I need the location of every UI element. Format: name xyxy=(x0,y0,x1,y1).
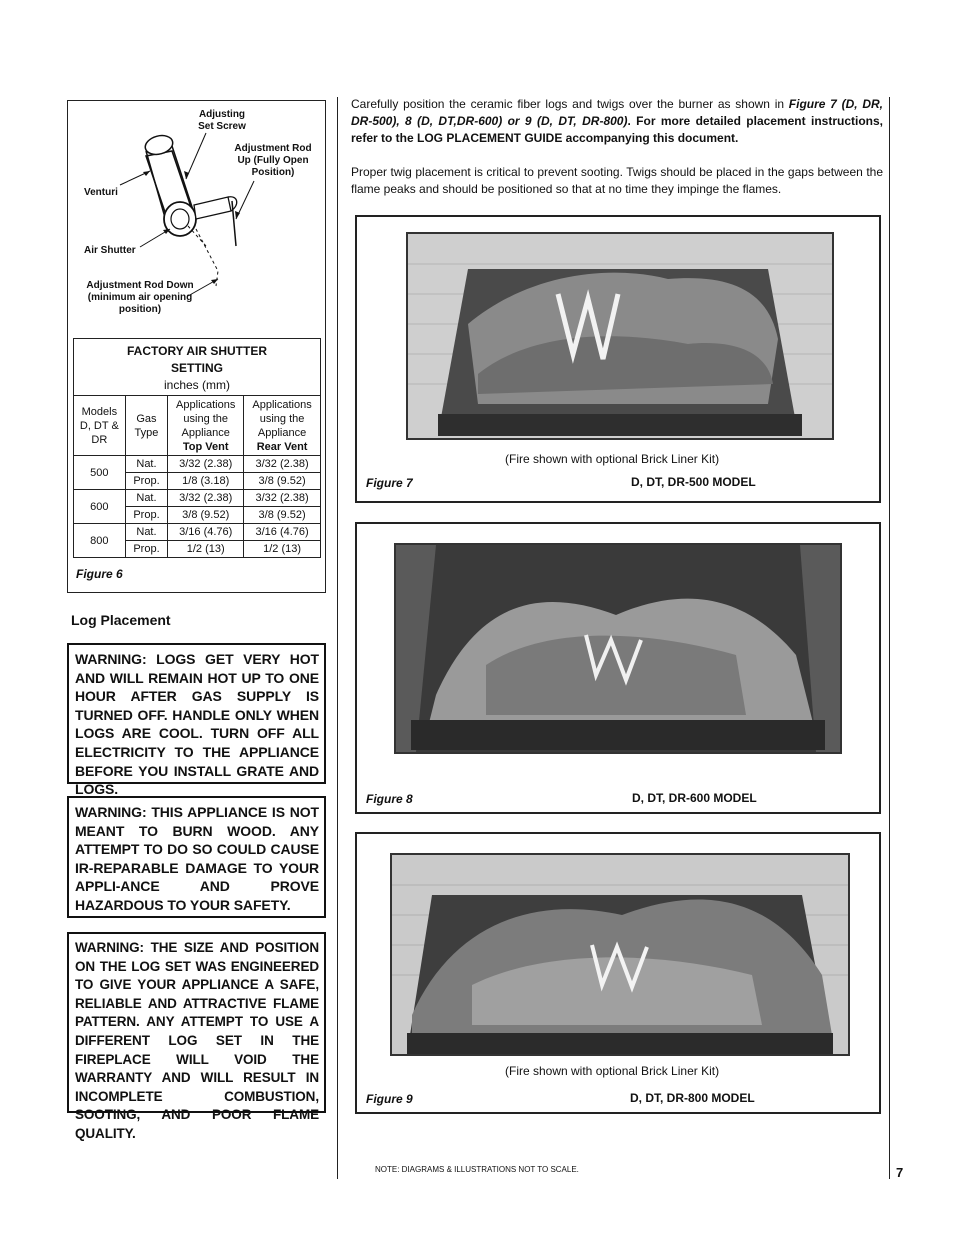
header-top-text: Applications using the Appliance xyxy=(176,398,236,439)
top-vent-cell: 3/32 (2.38) xyxy=(168,490,244,507)
header-rear-vent-label: Rear Vent xyxy=(256,440,308,453)
log-set-600-image xyxy=(396,545,840,752)
rear-vent-cell: 3/32 (2.38) xyxy=(244,490,321,507)
header-rear-text: Applications using the Appliance xyxy=(252,398,312,439)
figure-6-label: Figure 6 xyxy=(76,567,123,581)
gas-cell: Nat. xyxy=(125,524,168,541)
gas-cell: Nat. xyxy=(125,456,168,473)
callout-adjustment-rod-down: Adjustment Rod Down (minimum air opening position) xyxy=(86,280,194,315)
top-vent-cell: 1/8 (3.18) xyxy=(168,473,244,490)
figure-9-box xyxy=(355,832,881,1114)
top-vent-cell: 3/32 (2.38) xyxy=(168,456,244,473)
page-number: 7 xyxy=(896,1165,904,1180)
rear-vent-cell: 3/8 (9.52) xyxy=(244,507,321,524)
footer-note: NOTE: DIAGRAMS & ILLUSTRATIONS NOT TO SCALE. xyxy=(375,1165,579,1174)
figure-7-caption: (Fire shown with optional Brick Liner Kit) xyxy=(505,452,720,466)
header-gas-type xyxy=(125,396,168,456)
figure-9-photo xyxy=(390,853,850,1056)
header-gas-text: Gas Type xyxy=(134,412,159,439)
gas-cell: Nat. xyxy=(125,490,168,507)
log-set-800-image xyxy=(392,855,848,1054)
intro-text-a: Carefully position the ceramic fiber logs and twigs over the burner as shown in xyxy=(351,97,789,111)
callout-adjusting-set-screw: Adjusting Set Screw xyxy=(198,109,246,132)
figure-8-photo xyxy=(394,543,842,754)
center-column-rule xyxy=(337,97,338,1179)
table-row xyxy=(74,456,321,473)
figure-8-box xyxy=(355,522,881,814)
table-units: inches (mm) xyxy=(163,378,230,392)
rear-vent-cell: 3/16 (4.76) xyxy=(244,524,321,541)
model-cell: 500 xyxy=(74,456,126,490)
air-shutter-table xyxy=(73,338,321,558)
gas-cell: Prop. xyxy=(125,473,168,490)
header-models xyxy=(74,396,126,456)
rear-vent-cell: 1/2 (13) xyxy=(244,541,321,558)
right-column-rule xyxy=(889,97,890,1179)
table-row xyxy=(74,524,321,541)
callout-venturi: Venturi xyxy=(84,187,118,198)
header-rear-vent xyxy=(244,396,321,456)
warning-logs-hot: WARNING: LOGS GET VERY HOT AND WILL REMAIN HOT UP TO ONE HOUR AFTER GAS SUPPLY IS TURNED OFF. HANDLE ONLY WHEN LOGS ARE COOL. TURN OFF ALL ELECTRICITY TO THE APPLIANCE BEFORE YOU INSTALL GRATE AND LOGS. xyxy=(67,643,326,784)
figure-8-model: D, DT, DR-600 MODEL xyxy=(632,791,757,805)
gas-cell: Prop. xyxy=(125,507,168,524)
intro-paragraph xyxy=(351,96,883,147)
figure-9-model: D, DT, DR-800 MODEL xyxy=(630,1091,755,1105)
top-vent-cell: 1/2 (13) xyxy=(168,541,244,558)
callout-adjustment-rod-up: Adjustment Rod Up (Fully Open Position) xyxy=(234,143,312,178)
figure-7-label: Figure 7 xyxy=(366,476,413,490)
model-cell: 800 xyxy=(74,524,126,558)
figure-7-model: D, DT, DR-500 MODEL xyxy=(631,475,756,489)
figure-9-label: Figure 9 xyxy=(366,1092,413,1106)
warning-log-set-engineered: WARNING: THE SIZE AND POSITION ON THE LOG SET WAS ENGINEERED TO GIVE YOUR APPLIANCE A SAFE, RELIABLE AND ATTRACTIVE FLAME PATTERN. ANY ATTEMPT TO USE A DIFFERENT LOG SET IN THE FIREPLACE WILL VOID THE WARRANTY AND WILL RESULT IN INCOMPLETE COMBUSTION, SOOTING, AND POOR FLAME QUALITY. xyxy=(67,932,326,1113)
model-cell: 600 xyxy=(74,490,126,524)
header-top-vent xyxy=(168,396,244,456)
intro-figure-refs: Figure 7 (D, DR, DR-500), 8 (D, DT,DR-600) or 9 (D, DT, DR-800) xyxy=(351,97,883,128)
figure-7-photo xyxy=(406,232,834,440)
intro-text-b: . For more detailed placement instructions, refer to the LOG PLACEMENT GUIDE accompanying this document. xyxy=(351,114,884,145)
callout-air-shutter: Air Shutter xyxy=(84,245,136,256)
figure-8-label: Figure 8 xyxy=(366,792,413,806)
table-title: FACTORY AIR SHUTTER SETTING xyxy=(127,344,268,375)
top-vent-cell: 3/16 (4.76) xyxy=(168,524,244,541)
twig-paragraph: Proper twig placement is critical to prevent sooting. Twigs should be placed in the gaps between the flame peaks and should be positioned so that at no time they impinge the flames. xyxy=(351,165,883,196)
header-models-text: Models D, DT & DR xyxy=(79,405,119,446)
rear-vent-cell: 3/32 (2.38) xyxy=(244,456,321,473)
gas-cell: Prop. xyxy=(125,541,168,558)
top-vent-cell: 3/8 (9.52) xyxy=(168,507,244,524)
warning-not-for-wood: WARNING: THIS APPLIANCE IS NOT MEANT TO BURN WOOD. ANY ATTEMPT TO DO SO COULD CAUSE IR-REPARABLE DAMAGE TO YOUR APPLI-ANCE AND PROVE HAZARDOUS TO YOUR SAFETY. xyxy=(67,796,326,918)
rear-vent-cell: 3/8 (9.52) xyxy=(244,473,321,490)
log-placement-heading: Log Placement xyxy=(71,612,171,628)
header-top-vent-label: Top Vent xyxy=(182,440,229,453)
table-row xyxy=(74,490,321,507)
log-set-500-image xyxy=(408,234,832,438)
figure-7-box xyxy=(355,215,881,503)
figure-9-caption: (Fire shown with optional Brick Liner Kit) xyxy=(505,1064,720,1078)
